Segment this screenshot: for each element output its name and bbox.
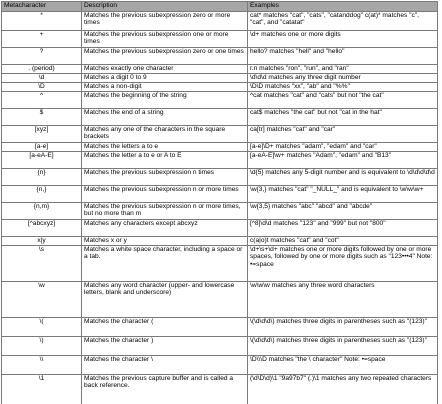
example-cell: \D\D matches "xx", "ab" and "%%" <box>248 83 438 92</box>
table-header <box>2 2 438 12</box>
table-row <box>2 83 438 92</box>
example-cell: ^cat matches "cat" and "cats" but not "the cat" <box>248 92 438 109</box>
metacharacter-cell: \( <box>2 318 82 337</box>
metacharacter-cell: . (period) <box>2 65 82 74</box>
table-row <box>2 12 438 31</box>
metacharacter-cell: ^ <box>2 92 82 109</box>
example-cell: [a-e]\D+ matches "adam", "edam" and "car" <box>248 143 438 152</box>
metacharacter-cell: [a-e] <box>2 143 82 152</box>
description-cell: Matches the end of a string <box>82 109 248 126</box>
table-row <box>2 318 438 337</box>
example-cell: hello? matches "hell" and "hello" <box>248 48 438 65</box>
description-cell: Matches the previous capture buffer and is called a back reference. <box>82 375 248 404</box>
example-cell: \w{3,5} matches "abc" "abcd" and "abcde" <box>248 203 438 220</box>
table-row <box>2 143 438 152</box>
header-examples: Examples <box>248 2 438 12</box>
metacharacter-cell: \w <box>2 282 82 318</box>
header-metacharacter: Metacharacter <box>2 2 82 12</box>
metacharacter-cell: + <box>2 31 82 48</box>
table-row <box>2 109 438 126</box>
metacharacter-cell: [xyz] <box>2 126 82 143</box>
example-cell: \d+ matches one or more digits <box>248 31 438 48</box>
description-cell: Matches any word character (upper- and lowercase letters, blank and underscore) <box>82 282 248 318</box>
table-row <box>2 92 438 109</box>
description-cell: Matches a digit 0 to 9 <box>82 74 248 83</box>
description-cell: Matches the previous subexpression one or more times <box>82 31 248 48</box>
header-description: Description <box>82 2 248 12</box>
description-cell: Matches the beginning of the string <box>82 92 248 109</box>
metacharacter-cell: x|y <box>2 237 82 246</box>
description-cell: Matches the previous subexpression n or more times <box>82 186 248 203</box>
table-row <box>2 48 438 65</box>
table-row <box>2 169 438 186</box>
description-cell: Matches x or y <box>82 237 248 246</box>
description-cell: Matches the character ) <box>82 337 248 356</box>
metacharacter-cell: ? <box>2 48 82 65</box>
metacharacter-cell: {n,m} <box>2 203 82 220</box>
example-cell: \w{3,} matches "cat" "_NULL_" and is equivalent to \w\w\w+ <box>248 186 438 203</box>
description-cell: Matches the letter a to e or A to E <box>82 152 248 169</box>
table-row <box>2 74 438 83</box>
description-cell: Matches exactly one character <box>82 65 248 74</box>
example-cell: ca[tr] matches "cat" and "car" <box>248 126 438 143</box>
description-cell: Matches the previous subexpression n or more times, but no more than m <box>82 203 248 220</box>
table-row <box>2 126 438 143</box>
metacharacter-cell: \\ <box>2 356 82 375</box>
example-cell: cat$ matches "the cat" but not "cat in the hat" <box>248 109 438 126</box>
metacharacter-cell: $ <box>2 109 82 126</box>
example-cell: \d+\s+\d+ matches one or more digits followed by one or more spaces, followed by one or more digits such as "123•••4" Note: •=space <box>248 246 438 282</box>
metacharacter-cell: {n,} <box>2 186 82 203</box>
example-cell: \d{5} matches any 5-digit number and is equivalent to \d\d\d\d\d <box>248 169 438 186</box>
table-row <box>2 337 438 356</box>
example-cell: \d\d\d matches any three digit number <box>248 74 438 83</box>
description-cell: Matches a non-digit <box>82 83 248 92</box>
metacharacter-cell: \1 <box>2 375 82 404</box>
example-cell: \D\\\D matches "the \ character" Note: •=space <box>248 356 438 375</box>
metacharacter-cell: \s <box>2 246 82 282</box>
regex-metacharacter-table <box>1 1 438 404</box>
metacharacter-cell: \d <box>2 74 82 83</box>
example-cell: c(a|o)t matches "cat" and "cot" <box>248 237 438 246</box>
metacharacter-cell: \D <box>2 83 82 92</box>
example-cell: [a-eA-E]\w+ matches "Adam", "edam" and "B13" <box>248 152 438 169</box>
header-row <box>2 2 438 12</box>
example-cell: \(\d\d\d\) matches three digits in parentheses such as "(123)" <box>248 318 438 337</box>
description-cell: Matches any one of the characters in the square brackets <box>82 126 248 143</box>
description-cell: Matches the letters a to e <box>82 143 248 152</box>
example-cell: cat* matches "cat", "cats", "catanddog" c(at)* matches "c", "cat", and "catatat" <box>248 12 438 31</box>
description-cell: Matches the previous subexpression n times <box>82 169 248 186</box>
description-cell: Matches any characters except abcxyz <box>82 220 248 237</box>
description-cell: Matches the character ( <box>82 318 248 337</box>
description-cell: Matches the previous subexpression zero or one times <box>82 48 248 65</box>
table-row <box>2 152 438 169</box>
metacharacter-cell: \) <box>2 337 82 356</box>
table-row <box>2 203 438 220</box>
table-row <box>2 246 438 282</box>
description-cell: Matches the previous subexpression zero or more times <box>82 12 248 31</box>
example-cell: (\d\D\d)\1 "9a97b7" (.)\1 matches any two repeated characters <box>248 375 438 404</box>
example-cell: r.n matches "ron", "run", and "ran" <box>248 65 438 74</box>
metacharacter-cell: {n} <box>2 169 82 186</box>
example-cell: [^8]\d\d matches "123" and "999" but not "800" <box>248 220 438 237</box>
metacharacter-cell: [^abcxyz] <box>2 220 82 237</box>
metacharacter-cell: [a-eA-E] <box>2 152 82 169</box>
table-row <box>2 356 438 375</box>
table-row <box>2 220 438 237</box>
table-row <box>2 65 438 74</box>
example-cell: \(\d\d\d\) matches three digits in parentheses such as "(123)" <box>248 337 438 356</box>
example-cell: \w\w\w matches any three word characters <box>248 282 438 318</box>
table-row <box>2 237 438 246</box>
table-body <box>2 12 438 404</box>
table-row <box>2 375 438 404</box>
table-row <box>2 282 438 318</box>
description-cell: Matches the character \ <box>82 356 248 375</box>
table-row <box>2 31 438 48</box>
metacharacter-cell: * <box>2 12 82 31</box>
description-cell: Matches a white space character, including a space or a tab. <box>82 246 248 282</box>
table-row <box>2 186 438 203</box>
